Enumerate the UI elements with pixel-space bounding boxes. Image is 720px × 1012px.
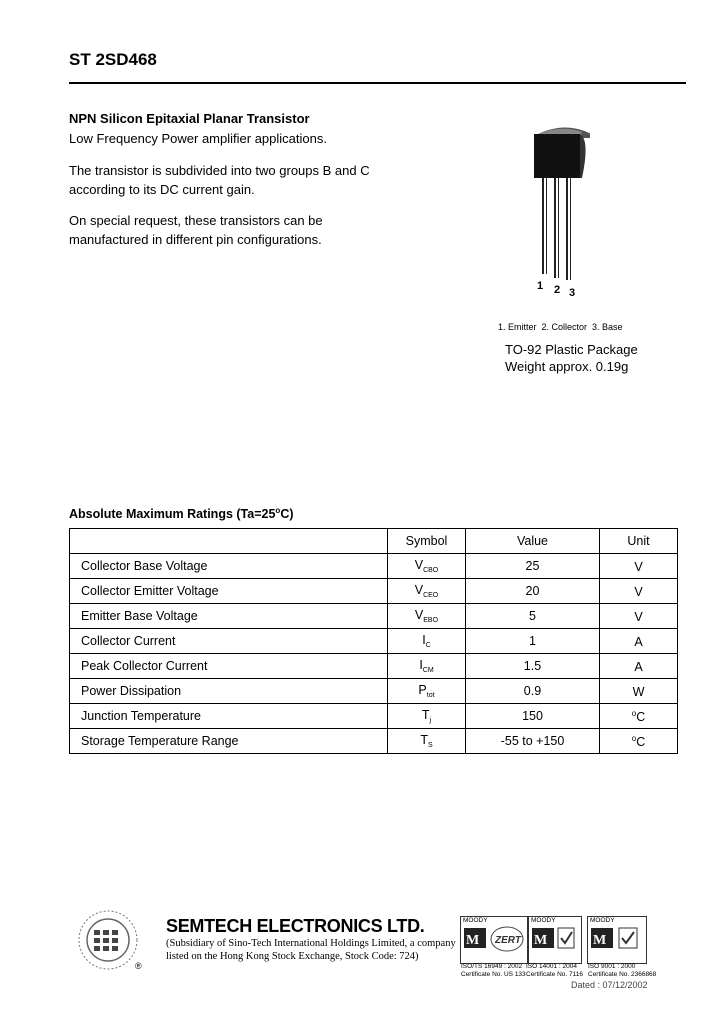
page-title: ST 2SD468 (69, 50, 157, 69)
company-name: SEMTECH ELECTRONICS LTD. (166, 916, 425, 936)
symbol-main: P (418, 683, 427, 697)
cert-badge-iso-9001 (587, 916, 647, 964)
transistor-package-image (520, 118, 590, 288)
unit-text: V (634, 559, 643, 574)
pin-3-label: 3 (569, 287, 576, 299)
pin-assignment-caption: 1. Emitter 2. Collector 3. Base (498, 322, 623, 332)
symbol-main: V (414, 558, 424, 572)
symbol-cell (388, 579, 466, 604)
symbol-cell (388, 629, 466, 654)
table-row (70, 654, 678, 679)
value-cell: 1 (466, 629, 600, 654)
svg-text:M: M (466, 933, 480, 948)
ratings-title-unit: C) (280, 507, 294, 521)
unit-cell (600, 579, 678, 604)
semtech-logo-icon (77, 909, 143, 975)
unit-degree: o (631, 733, 637, 743)
unit-text: A (634, 659, 643, 674)
cert-moody-label: MOODY (463, 917, 488, 924)
unit-text: V (634, 609, 643, 624)
header-symbol: Symbol (388, 529, 466, 554)
registered-mark: ® (135, 961, 142, 971)
cert1-standard: ISO/TS 16949 : 2002 (461, 963, 523, 970)
symbol-subscript: CM (422, 667, 434, 674)
cert-moody-label: MOODY (531, 917, 556, 924)
table-row (70, 679, 678, 704)
symbol-subscript: j (429, 717, 432, 724)
unit-degree: o (631, 708, 637, 718)
cert3-standard: ISO 9001 : 2000 (588, 963, 636, 970)
value-cell: 20 (466, 579, 600, 604)
cert-moody-label: MOODY (590, 917, 615, 924)
title-rule (69, 82, 686, 84)
symbol-cell (388, 704, 466, 729)
table-row (70, 579, 678, 604)
symbol-main: V (414, 583, 424, 597)
device-subtitle: NPN Silicon Epitaxial Planar Transistor (69, 111, 310, 126)
svg-text:M: M (534, 933, 548, 948)
company-subsidiary-line-1: (Subsidiary of Sino-Tech International Holdings Limited, a company (166, 938, 456, 949)
symbol-cell (388, 679, 466, 704)
groups-line-1: The transistor is subdivided into two groups B and C (69, 163, 370, 178)
unit-cell (600, 554, 678, 579)
intro-line: Low Frequency Power amplifier applications. (69, 131, 327, 146)
package-weight: Weight approx. 0.19g (505, 359, 629, 374)
groups-line-2: according to its DC current gain. (69, 182, 255, 197)
unit-cell (600, 679, 678, 704)
date-stamp: Dated : 07/12/2002 (571, 980, 648, 990)
symbol-main: T (421, 708, 430, 722)
parameter-cell: Peak Collector Current (70, 654, 388, 679)
unit-cell (600, 704, 678, 729)
table-row (70, 704, 678, 729)
parameter-cell: Collector Base Voltage (70, 554, 388, 579)
unit-text: A (634, 634, 643, 649)
symbol-cell (388, 729, 466, 754)
symbol-subscript: CBO (423, 567, 439, 574)
svg-text:ZERT: ZERT (495, 935, 521, 946)
parameter-cell: Collector Emitter Voltage (70, 579, 388, 604)
parameter-cell: Collector Current (70, 629, 388, 654)
cert3-number: Certificate No. 2366868 (588, 971, 657, 978)
symbol-main: V (414, 608, 424, 622)
symbol-main: I (422, 633, 426, 647)
unit-cell (600, 654, 678, 679)
parameter-cell: Emitter Base Voltage (70, 604, 388, 629)
symbol-cell (388, 654, 466, 679)
symbol-main: I (419, 658, 423, 672)
symbol-subscript: EBO (423, 617, 439, 624)
symbol-subscript: CEO (423, 592, 439, 599)
unit-text: C (636, 734, 646, 749)
symbol-subscript: S (427, 742, 433, 749)
cert2-standard: ISO 14001 : 2004 (526, 963, 577, 970)
header-value: Value (466, 529, 600, 554)
header-parameter (70, 529, 388, 554)
value-cell: 1.5 (466, 654, 600, 679)
moody-mark-icon (588, 924, 644, 954)
symbol-cell (388, 604, 466, 629)
ratings-title-text: Absolute Maximum Ratings (Ta=25 (69, 507, 276, 521)
header-unit: Unit (600, 529, 678, 554)
cert-badge-iso-ts (460, 916, 528, 964)
parameter-cell: Storage Temperature Range (70, 729, 388, 754)
table-header-row (70, 529, 678, 554)
unit-text: C (636, 709, 646, 724)
unit-text: W (632, 684, 645, 699)
symbol-subscript: tot (426, 692, 435, 699)
cert1-number: Certificate No. US 133 (461, 971, 526, 978)
value-cell: -55 to +150 (466, 729, 600, 754)
degree-sign: o (275, 506, 281, 515)
parameter-cell: Junction Temperature (70, 704, 388, 729)
value-cell: 150 (466, 704, 600, 729)
cert-badge-iso-14001 (528, 916, 582, 964)
table-row (70, 729, 678, 754)
symbol-main: T (420, 733, 428, 747)
cert2-number: Certificate No. 7116 (526, 971, 583, 978)
pin-2-label: 2 (554, 284, 561, 296)
special-request-line-1: On special request, these transistors can be (69, 213, 323, 228)
unit-cell (600, 604, 678, 629)
parameter-cell: Power Dissipation (70, 679, 388, 704)
unit-cell (600, 629, 678, 654)
pin-1-label: 1 (537, 280, 544, 292)
unit-text: V (634, 584, 643, 599)
svg-text:M: M (593, 933, 607, 948)
special-request-line-2: manufactured in different pin configurations. (69, 232, 322, 247)
package-name: TO-92 Plastic Package (505, 342, 638, 357)
symbol-subscript: C (425, 642, 431, 649)
value-cell: 0.9 (466, 679, 600, 704)
value-cell: 5 (466, 604, 600, 629)
moody-mark-icon (461, 924, 525, 954)
company-subsidiary-line-2: listed on the Hong Kong Stock Exchange, Stock Code: 724) (166, 951, 419, 962)
table-row (70, 554, 678, 579)
table-row (70, 604, 678, 629)
moody-mark-icon (529, 924, 579, 954)
symbol-cell (388, 554, 466, 579)
value-cell: 25 (466, 554, 600, 579)
ratings-title (69, 506, 294, 521)
unit-cell (600, 729, 678, 754)
table-row (70, 629, 678, 654)
ratings-table (69, 528, 678, 754)
